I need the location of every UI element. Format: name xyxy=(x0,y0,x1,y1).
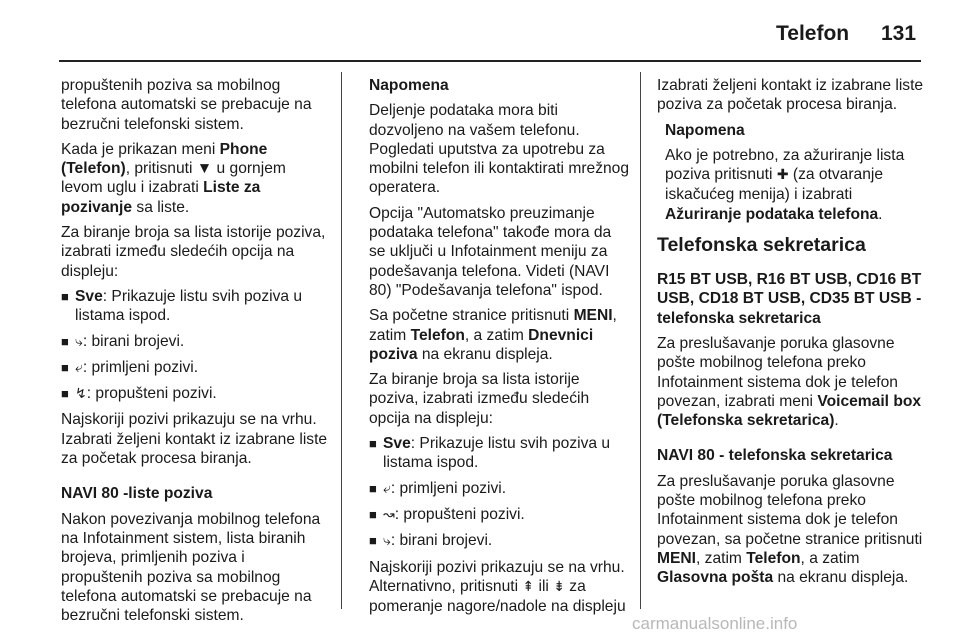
menu-name: Glasovna pošta xyxy=(657,569,774,587)
scroll-up-icon: ⇞ xyxy=(522,578,535,595)
text: Najskoriji pozivi prikazuju se na vrhu. Alternativno, pritisnuti xyxy=(369,558,625,595)
menu-name: Ažuriranje podataka telefona xyxy=(665,205,879,223)
section-heading: Telefonska sekretarica xyxy=(657,234,866,257)
bullet-icon: ■ xyxy=(61,333,69,349)
paragraph: propuštenih poziva sa mobilnog telefona automatski se prebacuje na bezručni telefonski sistem. xyxy=(61,77,312,133)
received-call-icon: ⤶ xyxy=(75,359,83,376)
paragraph: Izabrati željeni kontakt iz izabrane liste poziva za početak procesa biranja. xyxy=(657,77,924,114)
note-box xyxy=(657,121,927,224)
bullet-icon: ■ xyxy=(369,436,377,452)
menu-name: Voicemail box (Telefonska sekretarica) xyxy=(657,392,922,430)
text: : primljeni pozivi. xyxy=(82,358,199,376)
subheading: NAVI 80 -liste poziva xyxy=(61,485,213,503)
menu-name: Telefon xyxy=(410,326,465,344)
list-item xyxy=(61,358,329,378)
paragraph xyxy=(657,472,927,588)
text: za pomeranje nagore/nadole na displeju xyxy=(369,577,626,616)
page-title: Telefon xyxy=(776,22,850,45)
menu-name: Dnevnici poziva xyxy=(369,326,594,363)
menu-name: Telefon xyxy=(746,549,801,567)
received-call-icon: ⤶ xyxy=(383,480,391,497)
menu-name: MENI xyxy=(657,549,696,567)
text: , a zatim xyxy=(800,549,860,567)
text: : propušteni pozivi. xyxy=(394,505,525,523)
list-item xyxy=(61,384,329,404)
text: sa liste. xyxy=(132,198,190,216)
bullet-icon: ■ xyxy=(369,533,377,549)
dialed-call-icon: ⤷ xyxy=(75,333,83,350)
option-name: Sve xyxy=(383,435,411,453)
text: : primljeni pozivi. xyxy=(390,479,507,497)
paragraph xyxy=(369,306,631,364)
watermark: carmanualsonline.info xyxy=(632,614,798,633)
paragraph: Nakon povezivanja mobilnog telefona na Infotainment sistem, lista biranih brojeva, primljenih poziva i propuštenih poziva sa mobilnog telefona automatski se prebacuje na bezručni telefonski sistem. xyxy=(61,510,321,625)
column-1 xyxy=(61,76,329,631)
text: Kada je prikazan meni xyxy=(61,140,220,158)
text: , pritisnuti ▼ u gornjem levom uglu i izabrati xyxy=(61,160,286,197)
scroll-down-icon: ⇟ xyxy=(553,578,565,595)
text: . xyxy=(834,412,839,430)
text: , zatim xyxy=(695,549,747,567)
subheading: NAVI 80 - telefonska sekretarica xyxy=(657,447,893,465)
list-item xyxy=(369,479,631,499)
note-text: Deljenje podataka mora biti dozvoljeno na vašem telefonu. Pogledati uputstva za upotrebu za mobilni telefon ili kontaktirati mrežnog operatera. xyxy=(369,102,630,197)
menu-name: Liste za pozivanje xyxy=(61,179,261,216)
dialed-call-icon: ⤷ xyxy=(383,533,391,550)
note-text xyxy=(665,146,927,224)
note-title: Napomena xyxy=(665,121,745,139)
text: ili xyxy=(534,577,554,595)
text: : birani brojevi. xyxy=(82,332,185,350)
text: Za preslušavanje poruka glasovne pošte mobilnog telefona preko Infotainment sistema dok je telefon povezan, izabrati meni xyxy=(657,334,898,410)
paragraph: Za biranje broja sa lista istorije poziva, izabrati između sledećih opcija na displeju: xyxy=(369,371,590,427)
subheading: R15 BT USB, R16 BT USB, CD16 BT USB, CD18 BT USB, CD35 BT USB - telefonska sekretarica xyxy=(657,271,922,327)
list-item xyxy=(369,531,631,551)
text: : propušteni pozivi. xyxy=(86,385,217,403)
paragraph xyxy=(369,558,631,617)
column-2 xyxy=(369,76,631,622)
missed-call-icon: ↝ xyxy=(383,506,395,523)
list-item xyxy=(369,434,631,473)
text: : Prikazuje listu svih poziva u listama ispod. xyxy=(383,435,611,472)
option-name: Sve xyxy=(75,287,103,305)
note-title: Napomena xyxy=(369,77,449,94)
text: na ekranu displeja. xyxy=(773,569,909,587)
text: Sa početne stranice pritisnuti xyxy=(369,307,574,325)
text: , a zatim xyxy=(464,326,529,344)
page-number: 131 xyxy=(881,22,917,45)
text: Za preslušavanje poruka glasovne pošte mobilnog telefona preko Infotainment sistema dok je telefon povezan, sa početne stranice pritisnuti xyxy=(657,472,923,548)
page-header xyxy=(0,0,960,60)
paragraph xyxy=(61,140,329,217)
column-divider-2 xyxy=(640,72,641,609)
missed-call-icon: ↯ xyxy=(75,386,87,403)
text: (za otvaranje iskačućeg menija) i izabrati xyxy=(665,166,884,204)
bullet-icon: ■ xyxy=(369,506,377,522)
text: : Prikazuje listu svih poziva u listama ispod. xyxy=(75,287,303,325)
text: na ekranu displeja. xyxy=(417,345,553,363)
menu-name: Phone (Telefon) xyxy=(61,140,268,178)
menu-name: MENI xyxy=(573,307,613,325)
text: , zatim xyxy=(369,307,617,344)
paragraph: Za biranje broja sa lista istorije poziva, izabrati između sledećih opcija na displeju: xyxy=(61,224,326,280)
plus-icon: ✚ xyxy=(776,167,789,184)
bullet-icon: ■ xyxy=(369,480,377,496)
list-item xyxy=(61,287,329,326)
column-divider-1 xyxy=(341,72,342,609)
text: . xyxy=(878,205,883,223)
text: : birani brojevi. xyxy=(390,532,493,550)
paragraph: Najskoriji pozivi prikazuju se na vrhu. Izabrati željeni kontakt iz izabrane liste za početak procesa biranja. xyxy=(61,411,328,468)
text: Ako je potrebno, za ažuriranje lista poziva pritisnuti xyxy=(665,146,905,184)
list-item xyxy=(61,332,329,352)
header-rule xyxy=(59,60,921,62)
list-item xyxy=(369,505,631,525)
bullet-icon: ■ xyxy=(61,386,69,402)
bullet-icon: ■ xyxy=(61,359,69,375)
column-3 xyxy=(657,76,927,594)
paragraph xyxy=(657,334,927,430)
bullet-icon: ■ xyxy=(61,288,69,304)
note-text: Opcija "Automatsko preuzimanje podataka telefona" takođe mora da se uključi u Infotainment meniju za podešavanja telefona. Videti (NAVI 80) "Podešavanja telefona" ispod. xyxy=(369,204,612,299)
